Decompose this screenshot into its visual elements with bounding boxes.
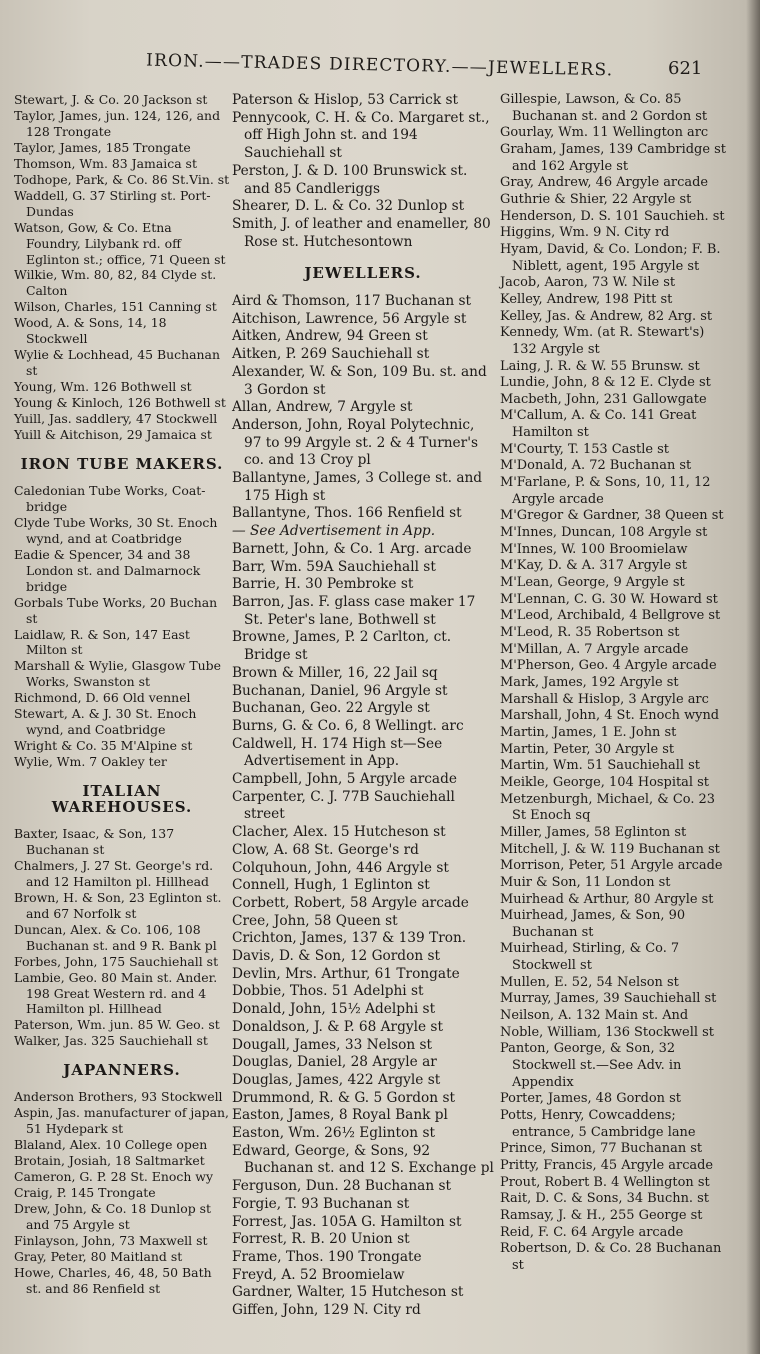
directory-entry: Buchanan, Daniel, 96 Argyle st	[232, 682, 448, 699]
directory-entry: Dobbie, Thos. 51 Adelphi st	[232, 983, 424, 1000]
directory-entry: Wright & Co. 35 M'Alpine st	[14, 738, 193, 754]
directory-entry: Muirhead & Arthur, 80 Argyle st	[500, 891, 714, 907]
directory-entry: Barron, Jas. F. glass case maker 17 St. Peter's lane, Bothwell st	[232, 593, 476, 628]
directory-entry: Barr, Wm. 59A Sauchiehall st	[232, 558, 436, 575]
directory-entry: Watson, Gow, & Co. Etna Foundry, Lilybank rd. off Eglinton st.; office, 71 Queen st	[14, 219, 226, 267]
directory-entry: Forbes, John, 175 Sauchiehall st	[14, 953, 219, 969]
directory-entry: Panton, George, & Son, 32 Stockwell st.—See Adv. in Appendix	[500, 1041, 682, 1090]
section-heading: JAPANNERS.	[63, 1061, 181, 1080]
directory-entry: Porter, James, 48 Gordon st	[500, 1091, 681, 1107]
directory-entry: Taylor, James, 185 Trongate	[14, 139, 191, 155]
directory-entry: Carpenter, C. J. 77B Sauchiehall street	[232, 788, 455, 823]
directory-entry: Finlayson, John, 73 Maxwell st	[14, 1232, 208, 1248]
directory-entry: M'Leod, R. 35 Robertson st	[500, 625, 680, 640]
directory-entry: Metzenburgh, Michael, & Co. 23 St Enoch sq	[500, 791, 716, 824]
directory-entry: Kelley, Jas. & Andrew, 82 Arg. st	[500, 308, 713, 324]
directory-entry: Davis, D. & Son, 12 Gordon st	[232, 948, 441, 965]
directory-entry: Prince, Simon, 77 Buchanan st	[500, 1141, 703, 1157]
directory-entry: Perston, J. & D. 100 Brunswick st. and 85 Candleriggs	[232, 162, 468, 197]
directory-entry: Murray, James, 39 Sauchiehall st	[500, 991, 717, 1007]
directory-entry: Walker, Jas. 325 Sauchiehall st	[14, 1033, 208, 1049]
directory-entry: Ballantyne, James, 3 College st. and 175 High st	[232, 470, 483, 504]
directory-entry: Browne, James, P. 2 Carlton, ct. Bridge st	[232, 629, 452, 664]
directory-entry: Baxter, Isaac, & Son, 137 Buchanan st	[14, 825, 175, 857]
directory-entry: M'Farlane, P. & Sons, 10, 11, 12 Argyle arcade	[500, 475, 711, 507]
directory-entry: Aitken, P. 269 Sauchiehall st	[232, 346, 430, 363]
directory-entry: M'Pherson, Geo. 4 Argyle arcade	[500, 658, 717, 674]
directory-entry: Aitken, Andrew, 94 Green st	[232, 328, 428, 345]
directory-entry: Stewart, A. & J. 30 St. Enoch wynd, and Coatbridge	[14, 706, 197, 738]
directory-entry: Graham, James, 139 Cambridge st and 162 Argyle st	[500, 141, 726, 174]
directory-entry: Kennedy, Wm. (at R. Stewart's) 132 Argyle st	[500, 325, 705, 357]
directory-entry: Richmond, D. 66 Old vennel	[14, 690, 191, 706]
directory-entry: Gillespie, Lawson, & Co. 85 Buchanan st. and 2 Gordon st	[500, 92, 708, 124]
directory-entry: Clacher, Alex. 15 Hutcheson st	[232, 824, 446, 841]
directory-entry: Chalmers, J. 27 St. George's rd. and 12 Hamilton pl. Hillhead	[14, 857, 214, 889]
directory-entry: Caldwell, H. 174 High st—See Advertisement in App.	[232, 735, 443, 770]
directory-entry: Mitchell, J. & W. 119 Buchanan st	[500, 841, 720, 857]
directory-entry: Anderson Brothers, 93 Stockwell	[14, 1089, 223, 1105]
directory-entry: Aspin, Jas. manufacturer of japan, 51 Hydepark st	[14, 1105, 229, 1137]
directory-entry: Forrest, Jas. 105A G. Hamilton st	[232, 1213, 462, 1230]
directory-entry: Craig, P. 145 Trongate	[14, 1185, 156, 1200]
directory-entry: Rait, D. C. & Sons, 34 Buchn. st	[500, 1191, 709, 1207]
directory-entry: M'Innes, Duncan, 108 Argyle st	[500, 525, 708, 541]
directory-entry: Guthrie & Shier, 22 Argyle st	[500, 191, 692, 207]
directory-entry: Neilson, A. 132 Main st. And	[500, 1008, 689, 1024]
directory-entry: Brown, H. & Son, 23 Eglinton st. and 67 Norfolk st	[14, 889, 222, 921]
directory-entry: Martin, Peter, 30 Argyle st	[500, 741, 675, 757]
directory-entry: M'Leod, Archibald, 4 Bellgrove st	[500, 608, 721, 624]
page-header	[0, 44, 760, 84]
directory-entry: Duncan, Alex. & Co. 106, 108 Buchanan st. and 9 R. Bank pl	[14, 921, 217, 953]
directory-entry: Gray, Andrew, 46 Argyle arcade	[500, 175, 709, 191]
directory-entry: Muir & Son, 11 London st	[500, 874, 671, 890]
directory-entry: Higgins, Wm. 9 N. City rd	[500, 225, 670, 241]
directory-entry: Lambie, Geo. 80 Main st. Ander. 198 Great Western rd. and 4 Hamilton pl. Hillhead	[14, 969, 218, 1017]
directory-entry: Forrest, R. B. 20 Union st	[232, 1231, 410, 1248]
column-middle	[232, 92, 494, 1320]
directory-entry: Barnett, John, & Co. 1 Arg. arcade	[232, 540, 472, 557]
directory-entry: Wylie & Lochhead, 45 Buchanan st	[14, 347, 220, 379]
directory-entry: Drummond, R. & G. 5 Gordon st	[232, 1089, 455, 1106]
directory-entry: Wilson, Charles, 151 Canning st	[14, 299, 217, 315]
directory-entry: Mullen, E. 52, 54 Nelson st	[500, 974, 679, 990]
directory-entry: Clow, A. 68 St. George's rd	[232, 841, 419, 858]
directory-entry: Donald, John, 15½ Adelphi st	[232, 1001, 436, 1018]
section-heading: IRON TUBE MAKERS.	[20, 454, 224, 473]
directory-entry: Wylie, Wm. 7 Oakley ter	[14, 754, 167, 770]
page-number: 621	[668, 58, 703, 79]
directory-entry: Prout, Robert B. 4 Wellington st	[500, 1174, 710, 1190]
directory-entry: Campbell, John, 5 Argyle arcade	[232, 771, 457, 788]
directory-entry: Pennycook, C. H. & Co. Margaret st., off High John st. and 194 Sauchiehall st	[232, 109, 490, 162]
directory-entry: Hyam, David, & Co. London; F. B. Niblett, agent, 195 Argyle st	[500, 241, 721, 274]
directory-entry: M'Donald, A. 72 Buchanan st	[500, 458, 692, 474]
directory-entry: Stewart, J. & Co. 20 Jackson st	[14, 92, 208, 107]
column-left	[14, 92, 230, 1297]
directory-entry: Easton, James, 8 Royal Bank pl	[232, 1107, 448, 1124]
directory-entry: Howe, Charles, 46, 48, 50 Bath st. and 86 Renfield st	[14, 1264, 212, 1296]
directory-entry: Ballantyne, Thos. 166 Renfield st	[232, 505, 462, 522]
directory-entry: Todhope, Park, & Co. 86 St.Vin. st	[14, 171, 230, 187]
directory-entry: Paterson, Wm. jun. 85 W. Geo. st	[14, 1017, 220, 1033]
directory-entry: Marshall & Wylie, Glasgow Tube Works, Swanston st	[14, 658, 221, 690]
directory-entry: Easton, Wm. 26½ Eglinton st	[232, 1125, 435, 1142]
section-heading: ITALIAN WAREHOUSES.	[51, 782, 193, 817]
directory-entry: Miller, James, 58 Eglinton st	[500, 824, 687, 840]
directory-entry: Wood, A. & Sons, 14, 18 Stockwell	[14, 315, 167, 347]
directory-entry: Eadie & Spencer, 34 and 38 London st. and Dalmarnock bridge	[14, 546, 201, 594]
directory-entry: Henderson, D. S. 101 Sauchieh. st	[500, 208, 725, 224]
directory-entry: Buchanan, Geo. 22 Argyle st	[232, 700, 430, 717]
directory-entry: Forgie, T. 93 Buchanan st	[232, 1195, 410, 1212]
directory-entry: Aird & Thomson, 117 Buchanan st	[232, 293, 472, 310]
directory-entry: Ferguson, Dun. 28 Buchanan st	[232, 1178, 452, 1195]
directory-entry: M'Lean, George, 9 Argyle st	[500, 575, 685, 591]
directory-entry: Donaldson, J. & P. 68 Argyle st	[232, 1018, 443, 1035]
directory-entry: M'Millan, A. 7 Argyle arcade	[500, 641, 689, 657]
directory-entry: Smith, J. of leather and enameller, 80 Rose st. Hutchesontown	[232, 215, 491, 250]
directory-entry: Muirhead, James, & Son, 90 Buchanan st	[500, 908, 686, 940]
directory-entry: Gardner, Walter, 15 Hutcheson st	[232, 1284, 464, 1301]
directory-entry: Frame, Thos. 190 Trongate	[232, 1249, 422, 1265]
directory-entry: Macbeth, John, 231 Gallowgate	[500, 391, 707, 407]
directory-entry: Cameron, G. P. 28 St. Enoch wy	[14, 1169, 213, 1185]
directory-entry: Anderson, John, Royal Polytechnic, 97 to 99 Argyle st. 2 & 4 Turner's co. and 13 Croy pl	[232, 416, 478, 469]
directory-entry: Brotain, Josiah, 18 Saltmarket	[14, 1153, 205, 1169]
directory-entry: Gray, Peter, 80 Maitland st	[14, 1248, 183, 1264]
directory-entry: M'Kay, D. & A. 317 Argyle st	[500, 558, 687, 574]
directory-entry: Giffen, John, 129 N. City rd	[232, 1302, 421, 1319]
directory-entry: Taylor, James, jun. 124, 126, and 128 Trongate	[14, 107, 221, 139]
directory-entry: Laing, J. R. & W. 55 Brunsw. st	[500, 358, 700, 374]
directory-entry: Yuill, Jas. saddlery, 47 Stockwell	[14, 411, 218, 427]
directory-entry: Robertson, D. & Co. 28 Buchanan st	[500, 1241, 722, 1273]
directory-entry: M'Lennan, C. G. 30 W. Howard st	[500, 591, 718, 607]
directory-entry: Brown & Miller, 16, 22 Jail sq	[232, 664, 438, 681]
directory-entry: M'Gregor & Gardner, 38 Queen st	[500, 508, 724, 524]
directory-entry: Allan, Andrew, 7 Argyle st	[232, 399, 413, 416]
directory-entry: Pritty, Francis, 45 Argyle arcade	[500, 1158, 714, 1173]
directory-entry: Edward, George, & Sons, 92 Buchanan st. and 12 S. Exchange pl	[232, 1142, 494, 1177]
directory-entry: Paterson & Hislop, 53 Carrick st	[232, 92, 458, 108]
directory-entry: Connell, Hugh, 1 Eglinton st	[232, 877, 430, 894]
directory-entry: Reid, F. C. 64 Argyle arcade	[500, 1224, 684, 1240]
directory-entry: Crichton, James, 137 & 139 Tron.	[232, 930, 467, 947]
directory-entry: Martin, Wm. 51 Sauchiehall st	[500, 758, 700, 774]
directory-entry: Devlin, Mrs. Arthur, 61 Trongate	[232, 965, 460, 982]
directory-entry: Corbett, Robert, 58 Argyle arcade	[232, 894, 469, 911]
directory-entry: Drew, John, & Co. 18 Dunlop st and 75 Argyle st	[14, 1200, 212, 1232]
directory-entry: Clyde Tube Works, 30 St. Enoch wynd, and at Coatbridge	[14, 514, 218, 546]
directory-entry: Dougall, James, 33 Nelson st	[232, 1036, 433, 1053]
directory-entry: Marshall, John, 4 St. Enoch wynd	[500, 708, 720, 724]
directory-entry: Morrison, Peter, 51 Argyle arcade	[500, 858, 723, 874]
directory-entry: Alexander, W. & Son, 109 Bu. st. and 3 Gordon st	[232, 363, 487, 398]
directory-entry: Douglas, James, 422 Argyle st	[232, 1071, 441, 1088]
directory-entry: Wilkie, Wm. 80, 82, 84 Clyde st. Calton	[14, 267, 217, 299]
directory-entry: Muirhead, Stirling, & Co. 7 Stockwell st	[500, 941, 680, 974]
section-heading: JEWELLERS.	[304, 264, 422, 283]
directory-entry: Noble, William, 136 Stockwell st	[500, 1024, 714, 1040]
directory-entry: Lundie, John, 8 & 12 E. Clyde st	[500, 375, 711, 391]
directory-entry: Jacob, Aaron, 73 W. Nile st	[500, 275, 676, 291]
advertisement-note: — See Advertisement in App.	[232, 523, 436, 540]
directory-entry: Caledonian Tube Works, Coat-bridge	[14, 482, 206, 514]
directory-entry: Ramsay, J. & H., 255 George st	[500, 1207, 703, 1223]
directory-entry: Douglas, Daniel, 28 Argyle ar	[232, 1054, 437, 1071]
directory-entry: Young, Wm. 126 Bothwell st	[14, 379, 192, 395]
directory-entry: Waddell, G. 37 Stirling st. Port-Dundas	[14, 187, 211, 219]
directory-entry: Kelley, Andrew, 198 Pitt st	[500, 291, 673, 307]
directory-entry: Laidlaw, R. & Son, 147 East Milton st	[14, 626, 190, 658]
directory-entry: Barrie, H. 30 Pembroke st	[232, 576, 414, 593]
directory-entry: Mark, James, 192 Argyle st	[500, 674, 679, 690]
directory-entry: Thomson, Wm. 83 Jamaica st	[14, 155, 197, 171]
running-head: IRON.——TRADES DIRECTORY.——JEWELLERS.	[145, 50, 614, 81]
directory-entry: Yuill & Aitchison, 29 Jamaica st	[14, 427, 212, 443]
directory-entry: Blaland, Alex. 10 College open	[14, 1137, 208, 1153]
directory-entry: Potts, Henry, Cowcaddens; entrance, 5 Cambridge lane	[500, 1108, 696, 1140]
directory-entry: Young & Kinloch, 126 Bothwell st	[14, 395, 226, 411]
directory-entry: Marshall & Hislop, 3 Argyle arc	[500, 691, 709, 707]
directory-entry: Meikle, George, 104 Hospital st	[500, 774, 709, 790]
directory-entry: Colquhoun, John, 446 Argyle st	[232, 859, 449, 876]
column-right	[500, 92, 726, 1275]
directory-entry: M'Innes, W. 100 Broomielaw	[500, 541, 688, 557]
page-edge-shadow	[746, 0, 760, 1354]
directory-entry: Shearer, D. L. & Co. 32 Dunlop st	[232, 198, 465, 215]
directory-entry: Freyd, A. 52 Broomielaw	[232, 1266, 405, 1283]
directory-entry: Gourlay, Wm. 11 Wellington arc	[500, 125, 709, 141]
directory-entry: Martin, James, 1 E. John st	[500, 724, 677, 740]
directory-entry: M'Callum, A. & Co. 141 Great Hamilton st	[500, 408, 697, 441]
directory-entry: Gorbals Tube Works, 20 Buchan st	[14, 594, 218, 626]
directory-entry: Burns, G. & Co. 6, 8 Wellingt. arc	[232, 717, 464, 734]
directory-entry: Cree, John, 58 Queen st	[232, 912, 398, 929]
directory-entry: Aitchison, Lawrence, 56 Argyle st	[232, 310, 467, 327]
directory-entry: M'Courty, T. 153 Castle st	[500, 441, 669, 457]
